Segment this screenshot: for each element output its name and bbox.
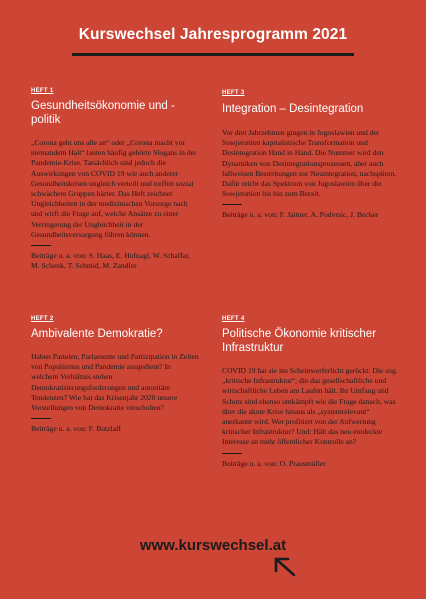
separator — [222, 453, 242, 454]
title-underline — [72, 53, 354, 56]
website-link[interactable]: www.kurswechsel.at — [139, 537, 287, 554]
separator — [31, 245, 51, 246]
issue-text: „Corona geht uns alle an“ oder „Corona macht vor niemandem Halt“ lauten häufig gehörte Slogans in der Pandemie-Krise. Tatsächlich sind jedoch die Auswirkungen von COVID 19 wie auch anderer Gesundheitskrisen ungleich verteilt und treffen sozial schwächere Gruppen härter. Das Heft zeichnet Ungleichheiten in der medizinischen Vorsorge nach und wirft die Frage auf, welche Ansätze zu einer Verringerung der Ungleichheit in der Gesundheitsversorgung führen können. — [31, 138, 197, 239]
issue-label: HEFT 1 — [31, 88, 54, 94]
issue-title: Integration – Desintegration — [222, 103, 364, 115]
issue-label: HEFT 2 — [31, 316, 54, 322]
issue-heft-1 — [31, 88, 199, 271]
issue-title: Ambivalente Demokratie? — [31, 328, 163, 340]
issue-label: HEFT 4 — [222, 316, 245, 322]
issue-contributors: Beiträge u. a. von: F. Butzlaff — [31, 424, 121, 434]
issue-contributors: Beiträge u. a. von: S. Haas, E. Hufnagl, W. Schaffar, M. Schenk, T. Schmid, M. Zandler — [31, 251, 191, 271]
issue-text: Vor drei Jahrzehnten gingen in Jugoslawien und der Sowjetunion kapitalistische Transformation und Desintegration Hand in Hand. Die Nummer wird den Dynamiken von Desintegrationsprozessen, aber auch fallweisen Bestrebungen zur Neuintegration, nachspüren. Dafür reicht das Spektrum von Jugoslawien über die Sowjetunion bis hin zum Brexit. — [222, 128, 397, 199]
arrow-up-left-icon — [270, 553, 300, 581]
issue-contributors: Beiträge u. a. von: O. Prausmüller — [222, 458, 326, 468]
separator — [31, 418, 51, 419]
issue-title: Politische Ökonomie kritischer Infrastruktur — [222, 328, 377, 354]
issue-text: Haben Parteien, Parlamente und Partizipation in Zeiten von Populismus und Pandemie ausgedient? In welchem Verhältnis stehen Demokratisierungsforderungen und autoritäre Tendenzen? Wie hat das Krisenjahr 2020 unsere Vorstellungen von Demokratie verschoben? — [31, 352, 199, 413]
separator — [222, 204, 242, 205]
issue-heft-4 — [222, 316, 398, 469]
page-title: Kurswechsel Jahresprogramm 2021 — [78, 26, 348, 43]
issue-heft-2 — [31, 316, 199, 434]
issue-text: COVID 19 hat sie ins Scheinwerferlicht gerückt: Die sog. „kritische Infrastruktur“, die das gesellschaftliche und wirtschaftliche Leben am Laufen hält. Ihr Umfang und Schutz sind ebenso umkämpft wie die Frage danach, was über die akute Krise hinaus als „systemrelevant“ anerkannt wird. Wer profitiert von der Aufwertung kritischer Infrastruktur? Und: Hält das neu entdeckte Interesse an mehr öffentlicher Kontrolle an? — [222, 366, 398, 447]
issue-contributors: Beiträge u. a. von: F. Jaitner, A. Podvrsic, J. Becker — [222, 210, 379, 220]
issue-label: HEFT 3 — [222, 90, 245, 96]
issue-heft-3 — [222, 90, 398, 221]
issue-title: Gesundheitsökonomie und -politik — [31, 100, 175, 126]
